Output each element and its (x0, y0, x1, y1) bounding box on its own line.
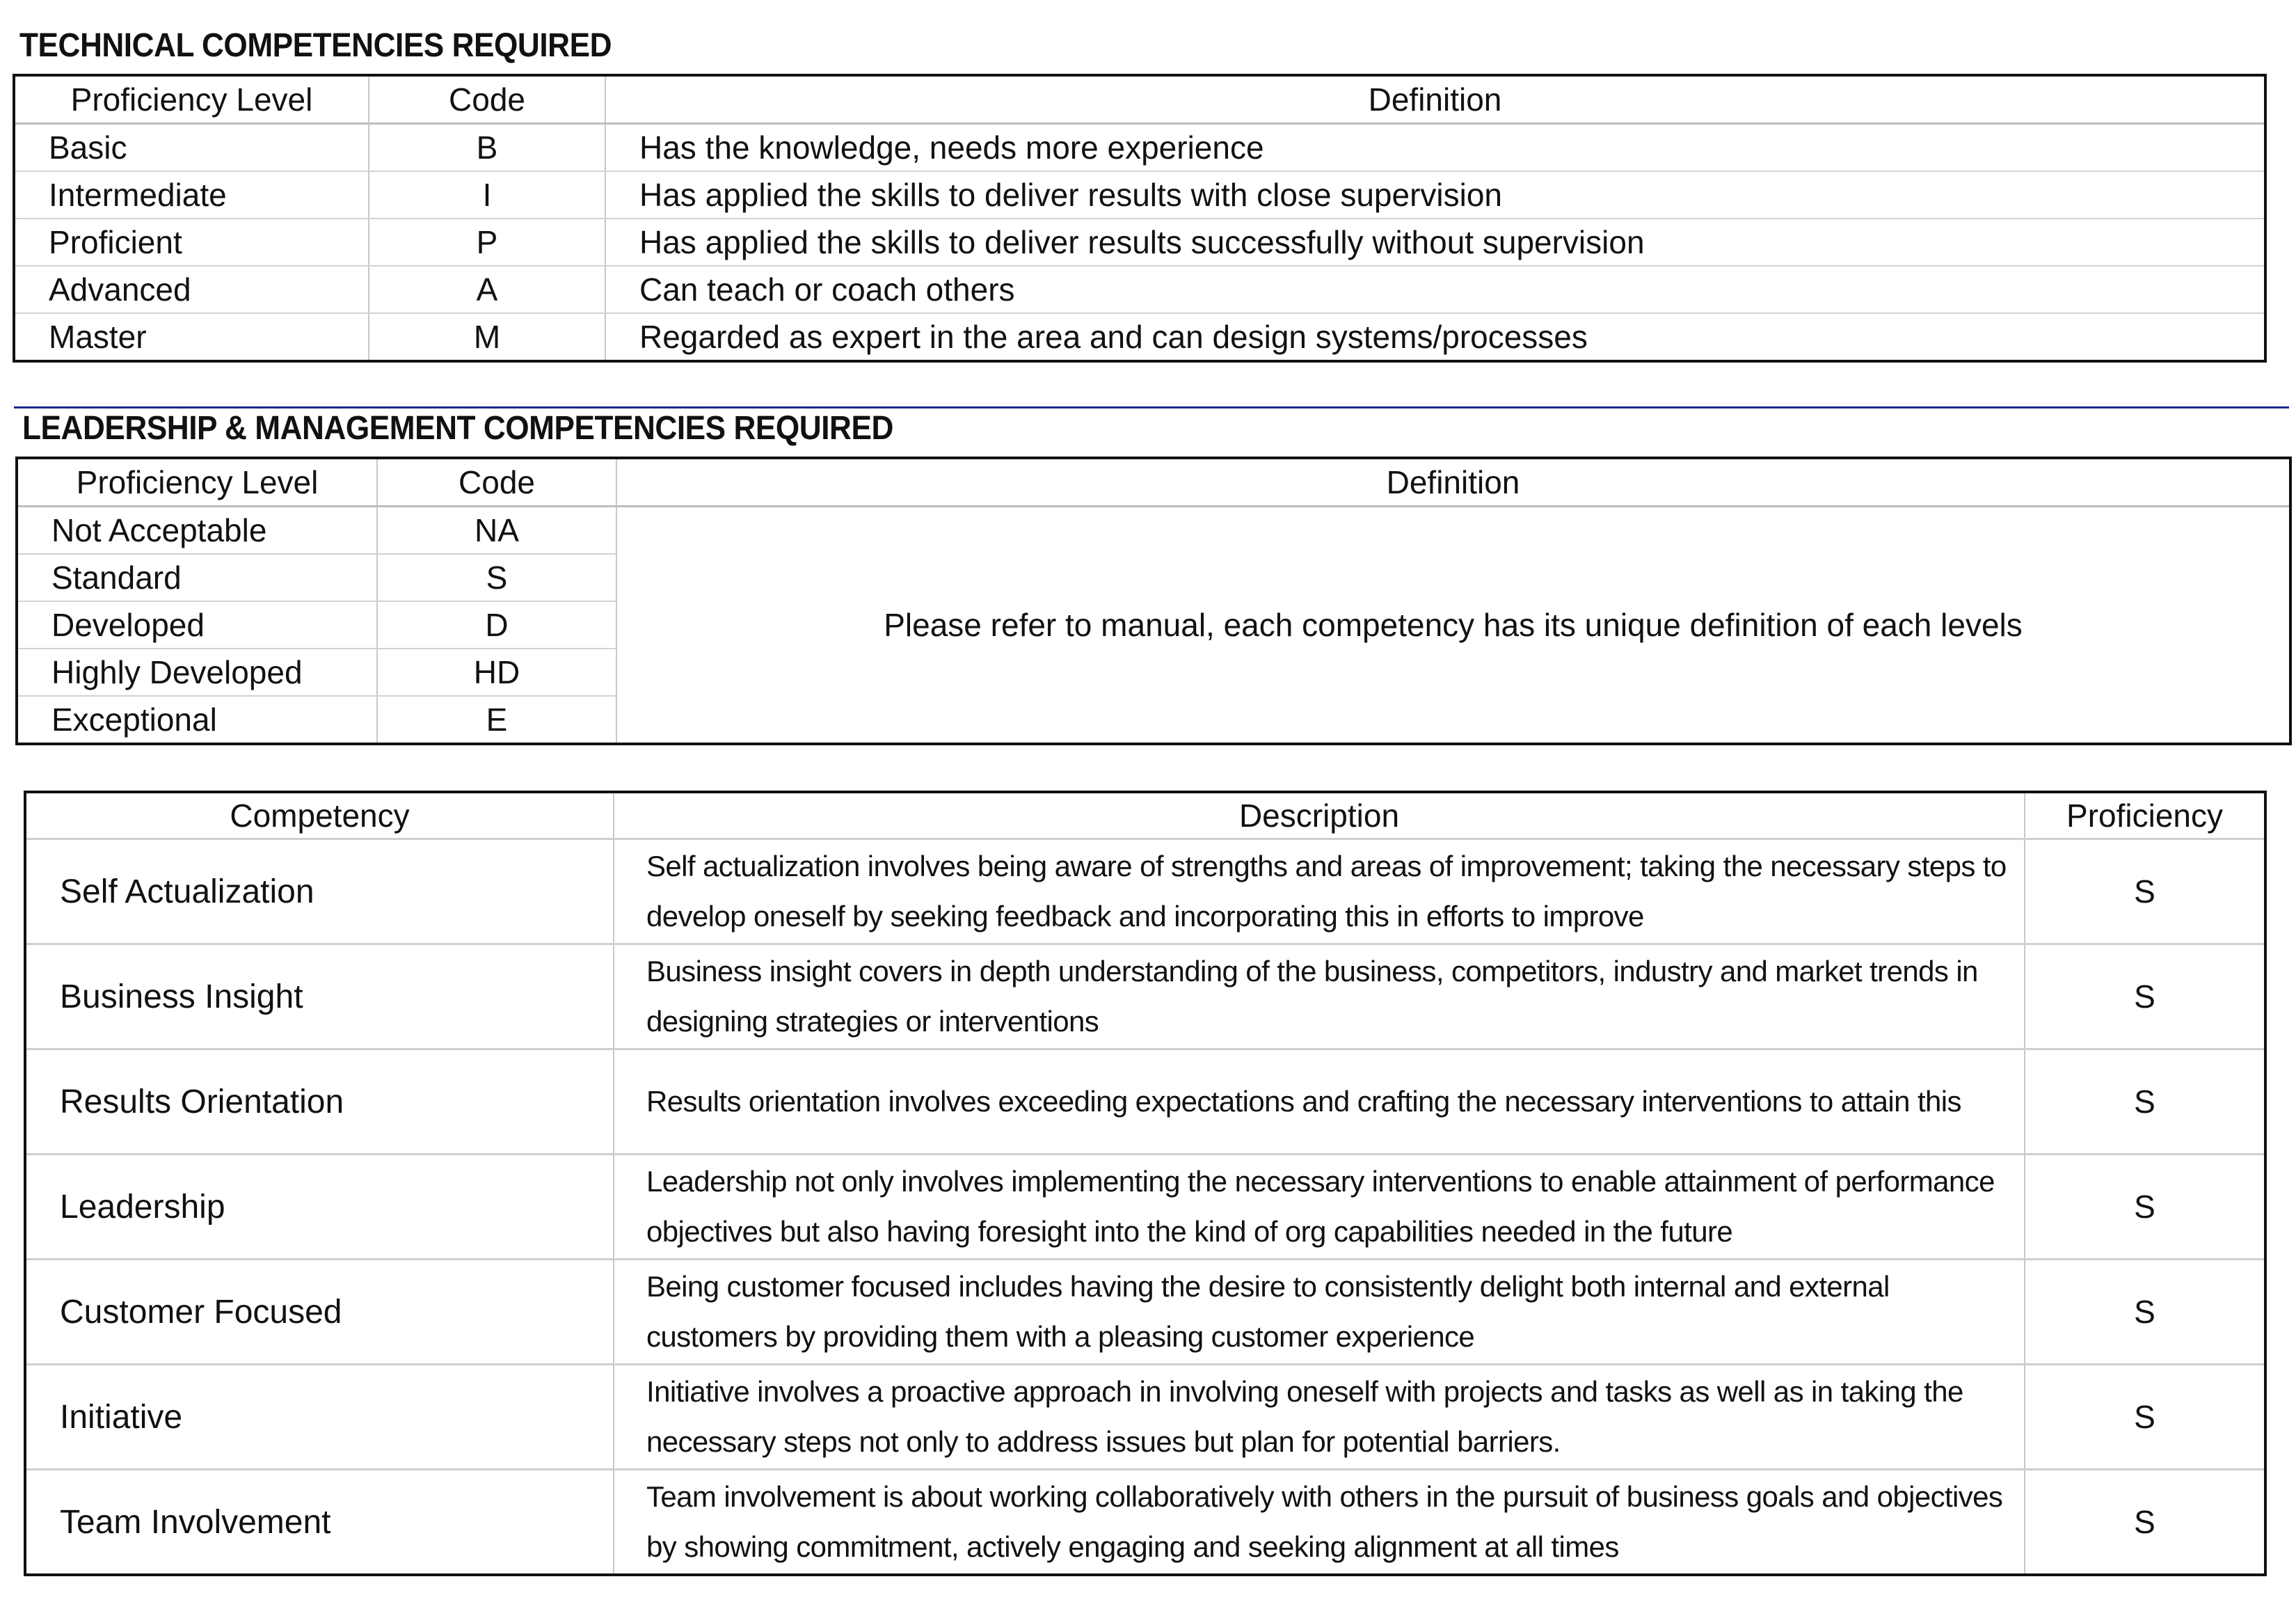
proficiency-level-cell: Standard (17, 554, 377, 601)
code-cell: A (369, 266, 605, 313)
competency-name: Leadership (25, 1155, 614, 1260)
code-cell: D (377, 601, 616, 649)
proficiency-level-cell: Not Acceptable (17, 507, 377, 555)
competency-name: Results Orientation (25, 1049, 614, 1155)
competency-description: Leadership not only involves implementing the necessary interventions to enable attainment of performance objectives but also having foresight into the kind of org capabilities needed in the future (614, 1155, 2025, 1260)
competency-proficiency: S (2025, 1260, 2265, 1365)
technical-proficiency-table (13, 74, 2267, 363)
competency-proficiency: S (2025, 944, 2265, 1049)
competency-name: Business Insight (25, 944, 614, 1049)
code-cell: E (377, 696, 616, 744)
competency-name: Initiative (25, 1365, 614, 1470)
section-divider (14, 406, 2289, 409)
table-row (14, 313, 2265, 361)
table-row (25, 1365, 2265, 1470)
code-cell: P (369, 219, 605, 266)
table-row (14, 266, 2265, 313)
table-row (25, 1155, 2265, 1260)
header-code: Code (369, 75, 605, 124)
header-proficiency-level: Proficiency Level (17, 458, 377, 507)
competency-description: Self actualization involves being aware of strengths and areas of improvement; taking the necessary steps to develop oneself by seeking feedback and incorporating this in efforts to improve (614, 839, 2025, 944)
competency-description: Being customer focused includes having the desire to consistently delight both internal and external customers by providing them with a pleasing customer experience (614, 1260, 2025, 1365)
header-definition: Definition (605, 75, 2265, 124)
table-row (17, 507, 2290, 555)
competency-description: Results orientation involves exceeding expectations and crafting the necessary interventions to attain this (614, 1049, 2025, 1155)
table-header-row (25, 792, 2265, 839)
technical-section-title: TECHNICAL COMPETENCIES REQUIRED (19, 27, 612, 64)
competency-proficiency: S (2025, 1049, 2265, 1155)
table-row (14, 171, 2265, 219)
table-row (25, 1260, 2265, 1365)
header-competency: Competency (25, 792, 614, 839)
code-cell: S (377, 554, 616, 601)
leadership-section-title: LEADERSHIP & MANAGEMENT COMPETENCIES REQUIRED (22, 410, 893, 447)
header-definition: Definition (616, 458, 2290, 507)
table-header-row (14, 75, 2265, 124)
competency-name: Customer Focused (25, 1260, 614, 1365)
definition-cell: Regarded as expert in the area and can design systems/processes (605, 313, 2265, 361)
proficiency-level-cell: Intermediate (14, 171, 369, 219)
competency-name: Team Involvement (25, 1470, 614, 1576)
table-row (14, 219, 2265, 266)
definition-cell: Has applied the skills to deliver results successfully without supervision (605, 219, 2265, 266)
competency-proficiency: S (2025, 1470, 2265, 1576)
table-row (25, 944, 2265, 1049)
competency-description: Initiative involves a proactive approach in involving oneself with projects and tasks as well as in taking the necessary steps not only to address issues but plan for potential barriers. (614, 1365, 2025, 1470)
proficiency-level-cell: Proficient (14, 219, 369, 266)
definition-cell: Has the knowledge, needs more experience (605, 124, 2265, 172)
proficiency-level-cell: Master (14, 313, 369, 361)
competency-name: Self Actualization (25, 839, 614, 944)
proficiency-level-cell: Exceptional (17, 696, 377, 744)
table-row (25, 1470, 2265, 1576)
code-cell: NA (377, 507, 616, 555)
competency-proficiency: S (2025, 1365, 2265, 1470)
proficiency-level-cell: Developed (17, 601, 377, 649)
proficiency-level-cell: Basic (14, 124, 369, 172)
competency-proficiency: S (2025, 839, 2265, 944)
table-row (25, 1049, 2265, 1155)
definition-cell: Has applied the skills to deliver results with close supervision (605, 171, 2265, 219)
definition-note: Please refer to manual, each competency has its unique definition of each levels (616, 507, 2290, 745)
header-proficiency-level: Proficiency Level (14, 75, 369, 124)
competency-proficiency: S (2025, 1155, 2265, 1260)
header-description: Description (614, 792, 2025, 839)
competency-table (24, 791, 2267, 1576)
code-cell: B (369, 124, 605, 172)
competency-description: Business insight covers in depth understanding of the business, competitors, industry and market trends in designing strategies or interventions (614, 944, 2025, 1049)
table-row (14, 124, 2265, 172)
table-row (25, 839, 2265, 944)
leadership-proficiency-table (15, 457, 2292, 745)
proficiency-level-cell: Highly Developed (17, 649, 377, 696)
header-code: Code (377, 458, 616, 507)
proficiency-level-cell: Advanced (14, 266, 369, 313)
code-cell: I (369, 171, 605, 219)
competency-description: Team involvement is about working collaboratively with others in the pursuit of business goals and objectives by showing commitment, actively engaging and seeking alignment at all times (614, 1470, 2025, 1576)
header-proficiency: Proficiency (2025, 792, 2265, 839)
code-cell: M (369, 313, 605, 361)
table-header-row (17, 458, 2290, 507)
code-cell: HD (377, 649, 616, 696)
definition-cell: Can teach or coach others (605, 266, 2265, 313)
